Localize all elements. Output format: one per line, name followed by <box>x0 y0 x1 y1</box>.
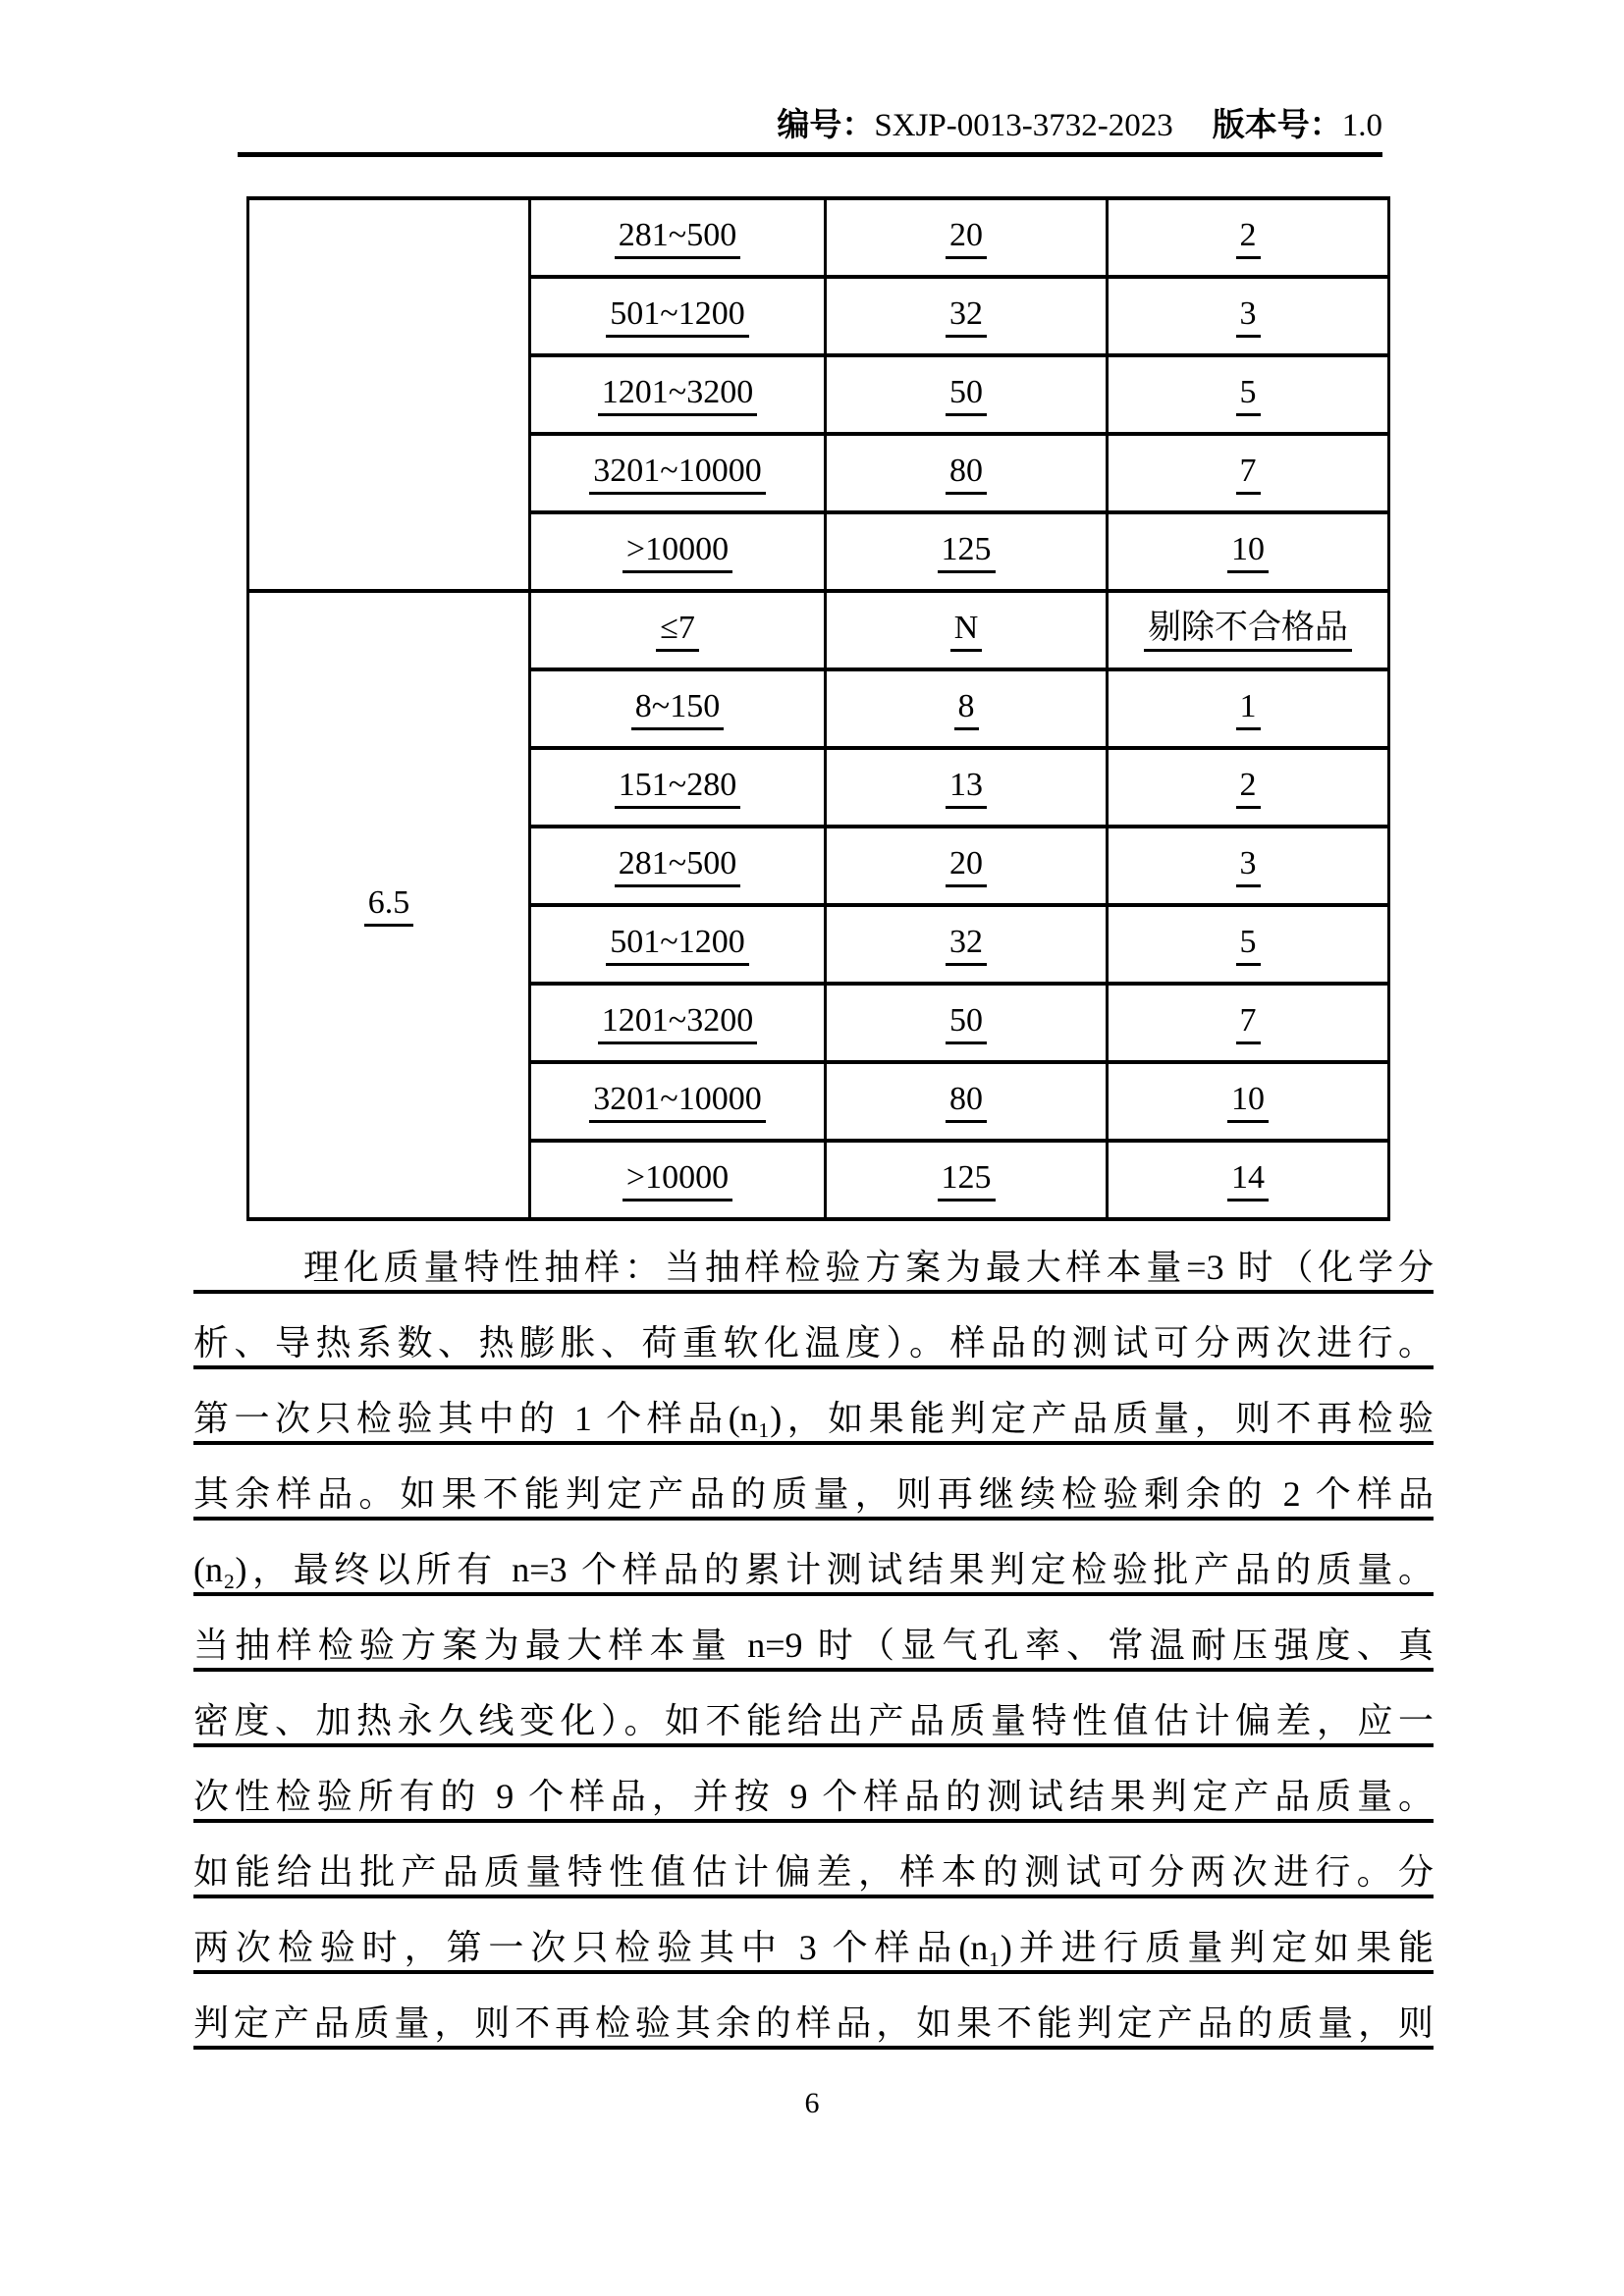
sample-size-cell: 13 <box>826 748 1108 827</box>
range-cell: 3201~10000 <box>530 1062 826 1141</box>
page-header <box>777 104 1382 147</box>
acceptance-cell: 14 <box>1108 1141 1389 1219</box>
acceptance-cell: 10 <box>1108 512 1389 591</box>
paragraph-line: 判定产品质量，则不再检验其余的样品，如果不能判定产品的质量，则 <box>193 1991 1434 2050</box>
acceptance-cell: 剔除不合格品 <box>1108 591 1389 669</box>
range-cell: 501~1200 <box>530 905 826 984</box>
range-cell: 1201~3200 <box>530 355 826 434</box>
clause-cell-empty <box>248 198 530 591</box>
sample-size-cell: 32 <box>826 905 1108 984</box>
acceptance-cell: 2 <box>1108 198 1389 277</box>
sample-size-cell: 50 <box>826 984 1108 1062</box>
range-cell: 151~280 <box>530 748 826 827</box>
paragraph-line: 当抽样检验方案为最大样本量 n=9 时（显气孔率、常温耐压强度、真 <box>193 1613 1434 1672</box>
body-paragraph <box>193 1235 1434 2066</box>
range-cell: 8~150 <box>530 669 826 748</box>
range-cell: 281~500 <box>530 827 826 905</box>
sample-size-cell: 80 <box>826 1062 1108 1141</box>
range-cell: 501~1200 <box>530 277 826 355</box>
sample-size-cell: 20 <box>826 198 1108 277</box>
paragraph-line: 次性检验所有的 9 个样品，并按 9 个样品的测试结果判定产品质量。 <box>193 1764 1434 1823</box>
page-number: 6 <box>804 2087 820 2119</box>
range-cell: >10000 <box>530 512 826 591</box>
header-divider-line <box>238 152 1382 157</box>
acceptance-cell: 3 <box>1108 827 1389 905</box>
sample-size-cell: 125 <box>826 512 1108 591</box>
table-row <box>248 198 1389 277</box>
paragraph-line: 两次检验时，第一次只检验其中 3 个样品(n₁)并进行质量判定如果能 <box>193 1915 1434 1974</box>
version-label: 版本号： <box>1212 108 1342 143</box>
range-cell: >10000 <box>530 1141 826 1219</box>
paragraph-line: 理化质量特性抽样：当抽样检验方案为最大样本量=3 时（化学分 <box>193 1235 1434 1294</box>
acceptance-cell: 7 <box>1108 984 1389 1062</box>
sampling-plan-table <box>246 196 1390 1221</box>
acceptance-cell: 5 <box>1108 905 1389 984</box>
acceptance-cell: 10 <box>1108 1062 1389 1141</box>
clause-cell-6-5: 6.5 <box>248 591 530 1219</box>
sample-size-cell: 50 <box>826 355 1108 434</box>
sample-size-cell: N <box>826 591 1108 669</box>
acceptance-cell: 2 <box>1108 748 1389 827</box>
sample-size-cell: 125 <box>826 1141 1108 1219</box>
acceptance-cell: 7 <box>1108 434 1389 512</box>
paragraph-line: 析、导热系数、热膨胀、荷重软化温度）。样品的测试可分两次进行。 <box>193 1310 1434 1369</box>
doc-number-value: SXJP-0013-3732-2023 <box>874 108 1173 143</box>
sample-size-cell: 8 <box>826 669 1108 748</box>
range-cell: 1201~3200 <box>530 984 826 1062</box>
range-cell: 281~500 <box>530 198 826 277</box>
sample-size-cell: 32 <box>826 277 1108 355</box>
acceptance-cell: 1 <box>1108 669 1389 748</box>
sample-size-cell: 80 <box>826 434 1108 512</box>
version-value: 1.0 <box>1341 108 1382 143</box>
table-row <box>248 591 1389 669</box>
acceptance-cell: 3 <box>1108 277 1389 355</box>
paragraph-line: 如能给出批产品质量特性值估计偏差，样本的测试可分两次进行。分 <box>193 1840 1434 1898</box>
paragraph-line: 第一次只检验其中的 1 个样品(n₁)，如果能判定产品质量，则不再检验 <box>193 1386 1434 1445</box>
paragraph-line: 密度、加热永久线变化）。如不能给出产品质量特性值估计偏差，应一 <box>193 1688 1434 1747</box>
sample-size-cell: 20 <box>826 827 1108 905</box>
paragraph-line: 其余样品。如果不能判定产品的质量，则再继续检验剩余的 2 个样品 <box>193 1462 1434 1521</box>
paragraph-line: (n₂)，最终以所有 n=3 个样品的累计测试结果判定检验批产品的质量。 <box>193 1537 1434 1596</box>
acceptance-cell: 5 <box>1108 355 1389 434</box>
range-cell: 3201~10000 <box>530 434 826 512</box>
range-cell: ≤7 <box>530 591 826 669</box>
doc-number-label: 编号： <box>777 108 875 143</box>
